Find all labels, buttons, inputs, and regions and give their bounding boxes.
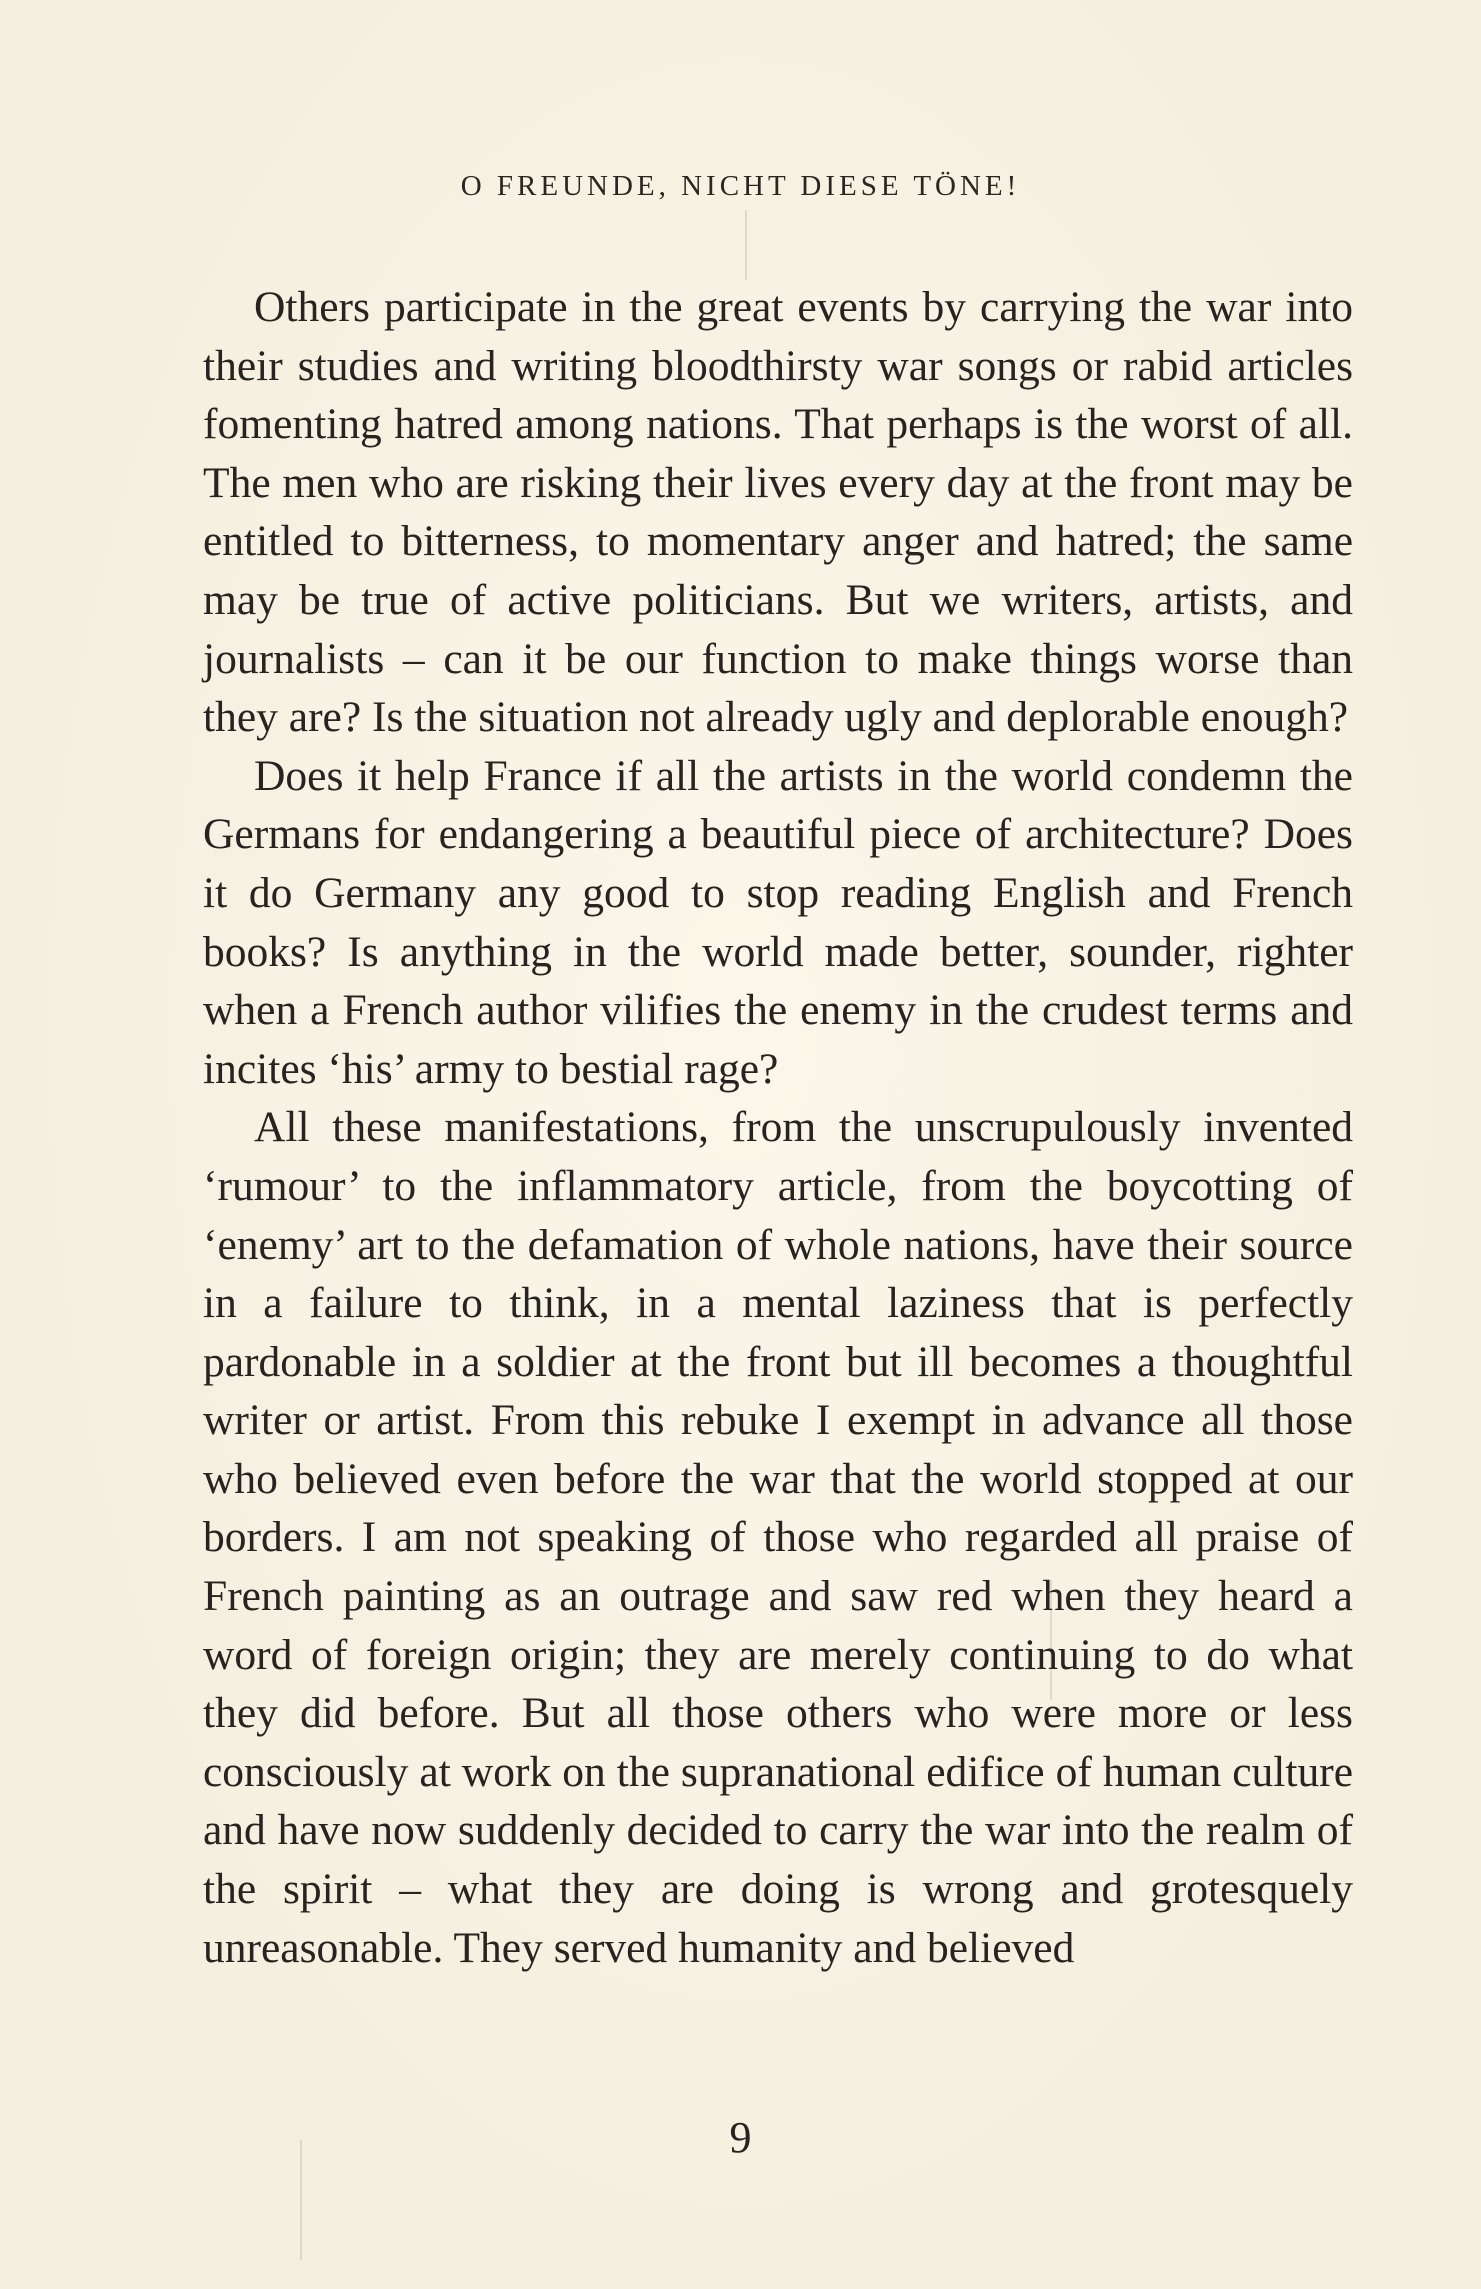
paragraph: Does it help France if all the artists in the world condemn the Germans for endangering a beautiful piece of architecture? Does it do Germany any good to stop reading English and French books? Is anything in the world made better, sounder, righter when a French author vilifies the enemy in the crudest terms and incites ‘his’ army to bestial rage?: [203, 751, 1353, 1093]
paragraph: Others participate in the great events by carrying the war into their studies and writing bloodthirsty war songs or rabid articles fomenting hatred among nations. That perhaps is the worst of all. The men who are risking their lives every day at the front may be entitled to bitterness, to momentary anger and hatred; the same may be true of active politicians. But we writers, artists, and journalists – can it be our function to make things worse than they are? Is the situation not already ugly and deplorable enough?: [203, 283, 1353, 742]
body-text: [203, 278, 1353, 1977]
running-head: O FREUNDE, NICHT DIESE TÖNE!: [460, 170, 1021, 202]
scan-crease-mark: [745, 210, 747, 280]
paragraph: All these manifestations, from the unscrupulously invented ‘rumour’ to the inflammatory article, from the boycotting of ‘enemy’ art to the defamation of whole nations, have their source in a failure to think, in a mental laziness that is perfectly pardonable in a soldier at the front but ill becomes a thoughtful writer or artist. From this rebuke I exempt in advance all those who believed even before the war that the world stopped at our borders. I am not speaking of those who regarded all praise of French painting as an outrage and saw red when they heard a word of foreign origin; they are merely continuing to do what they did before. But all those others who were more or less consciously at work on the supranational edifice of human culture and have now suddenly decided to carry the war into the realm of the spirit – what they are doing is wrong and grotesquely unreasonable. They served humanity and believed: [203, 1103, 1353, 1972]
page-number: 9: [729, 2113, 752, 2162]
